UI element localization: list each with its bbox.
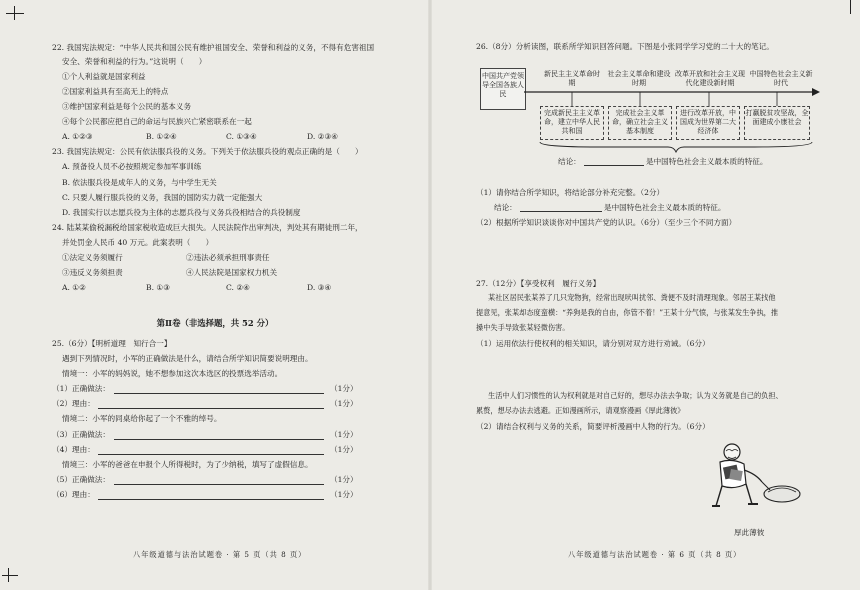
- q24-choice-c: C. ②④: [226, 283, 250, 292]
- q25-line-2-label: （2）理由：: [52, 399, 95, 408]
- period-1: 新民主主义革命时期: [544, 70, 600, 87]
- q27-paragraph-line3: 搡中失手导致张某轻微伤害。: [476, 323, 570, 332]
- q22-option-1: ①个人利益就是国家利益: [62, 72, 146, 81]
- right-page: [430, 0, 860, 590]
- page-footer: 八年级道德与法治试题卷 · 第 5 页（共 8 页）: [133, 550, 307, 559]
- q22-choice-b: B. ①②④: [146, 132, 177, 141]
- page-footer: 八年级道德与法治试题卷 · 第 6 页（共 8 页）: [568, 550, 742, 559]
- conclusion-blank[interactable]: [584, 165, 644, 166]
- corner-mark: [2, 575, 18, 576]
- q25-intro: 遇到下列情况时，小军的正确做法是什么，请结合所学知识简要说明理由。: [62, 354, 313, 363]
- q24-stem-line1: 24. 陆某某偷税漏税给国家税收造成巨大损失。人民法院作出审判决，判处其有期徒刑二年，: [52, 223, 363, 232]
- q24-choice-d: D. ③④: [307, 283, 332, 292]
- answer-line[interactable]: [114, 393, 324, 394]
- q26-conclusion-label: 结论：: [558, 157, 581, 166]
- q22-choice-d: D. ②③④: [307, 132, 339, 141]
- q26-fill-tail: 是中国特色社会主义最本质的特征。: [604, 203, 726, 212]
- achievement-box-1: 完成新民主主义革命，建立中华人民共和国: [540, 106, 604, 140]
- q23-choice-c: C. 只要人履行服兵役的义务，我国的国防实力就一定能强大: [62, 193, 263, 202]
- q25-line-4-points: （1分）: [330, 445, 358, 454]
- q25-scenario-1: 情境一：小军的妈妈说，她不想参加这次本选区的投票选举活动。: [62, 369, 283, 378]
- summary-brace: [538, 141, 814, 153]
- q25-line-5-points: （1分）: [330, 475, 358, 484]
- q27-paragraph-line4: 生活中人们习惯性的认为权利就是对自己好的，想尽办法去争取；认为义务就是自己的负担、: [488, 391, 783, 400]
- q24-choice-b: B. ①③: [146, 283, 171, 292]
- q26-sub-2: （2）根据所学知识谈谈你对中国共产党的认识。（6分）（至少三个不同方面）: [476, 218, 737, 227]
- section-title: 第Ⅱ卷（非选择题，共 52 分）: [156, 318, 274, 328]
- q26-fill-label: 结论：: [494, 203, 517, 212]
- corner-mark: [850, 0, 851, 14]
- q27-sub-1: （1）运用依法行使权利的相关知识，请分别对双方进行劝诫。（6分）: [476, 339, 710, 348]
- q25-scenario-2: 情境二：小军的同桌给你起了一个不雅的绰号。: [62, 414, 222, 423]
- q22-stem-line1: 22. 我国宪法规定：“中华人民共和国公民有维护祖国安全、荣誉和利益的义务，不得有危害祖国: [52, 43, 375, 52]
- q25-line-6-label: （6）理由：: [52, 490, 95, 499]
- q25-line-1-points: （1分）: [330, 384, 358, 393]
- q24-choice-a: A. ①②: [62, 283, 86, 292]
- q23-stem: 23. 我国宪法规定：公民有依法服兵役的义务。下列关于依法服兵役的观点正确的是（ ）: [52, 147, 363, 156]
- q27-header: 27.（12分）【享受权利 履行义务】: [476, 279, 601, 288]
- q27-paragraph-line5: 累赘，想尽办法去逃避。正如漫画所示，请观察漫画《厚此薄彼》: [476, 406, 685, 415]
- answer-line[interactable]: [114, 439, 324, 440]
- corner-mark: [6, 13, 24, 14]
- achievement-box-2: 完成社会主义革命，确立社会主义基本制度: [608, 106, 672, 140]
- q25-line-3-points: （1分）: [330, 430, 358, 439]
- q27-paragraph-line2: 提意见，张某却态度蛮横：“养狗是我的自由，你管不着！”王某十分气愤，与张某发生争执，推: [476, 308, 779, 317]
- q22-choice-c: C. ①③④: [226, 132, 257, 141]
- achievement-box-4: 打赢脱贫攻坚战，全面建成小康社会: [744, 106, 810, 140]
- q24-option-3: ③违反义务须担责: [62, 268, 123, 277]
- answer-line[interactable]: [114, 484, 324, 485]
- q26-sub-1: （1）请你结合所学知识，将结论部分补充完整。（2分）: [476, 188, 665, 197]
- period-3: 改革开放和社会主义现代化建设新时期: [675, 70, 745, 87]
- q26-header: 26.（8分）分析读图，联系所学知识回答问题。下图是小张同学学习党的二十大的笔记。: [476, 42, 774, 51]
- q25-line-3-label: （3）正确做法：: [52, 430, 110, 439]
- q25-line-1-label: （1）正确做法：: [52, 384, 110, 393]
- q22-choice-a: A. ①②③: [62, 132, 93, 141]
- q24-stem-line2: 并处罚金人民币 40 万元。此案表明（ ）: [62, 238, 214, 247]
- cartoon-image: [700, 440, 808, 520]
- q25-header: 25.（6分）【明析道理 知行合一】: [52, 339, 172, 348]
- q22-option-3: ③维护国家利益是每个公民的基本义务: [62, 102, 192, 111]
- cartoon-caption: 厚此薄彼: [734, 528, 765, 537]
- q26-conclusion-tail: 是中国特色社会主义最本质的特征。: [646, 157, 768, 166]
- q25-line-4-label: （4）理由：: [52, 445, 95, 454]
- answer-line[interactable]: [98, 499, 324, 500]
- q22-option-2: ②国家利益具有至高无上的特点: [62, 87, 169, 96]
- q22-stem-line2: 安全、荣誉和利益的行为。”这说明（ ）: [62, 57, 207, 66]
- origin-box: [480, 68, 526, 110]
- q24-option-1: ①法定义务须履行: [62, 253, 123, 262]
- q24-option-2: ②违法必须承担刑事责任: [186, 253, 270, 262]
- period-4: 中国特色社会主义新时代: [749, 70, 813, 87]
- period-2: 社会主义革命和建设时期: [607, 70, 671, 87]
- q25-line-6-points: （1分）: [330, 490, 358, 499]
- origin-text: 中国共产党领导全国各族人民: [482, 72, 524, 98]
- q25-line-2-points: （1分）: [330, 399, 358, 408]
- achievement-box-3: 进行改革开放，中国成为世界第二大经济体: [676, 106, 740, 140]
- q24-option-4: ④人民法院是国家权力机关: [186, 268, 278, 277]
- answer-line[interactable]: [520, 211, 602, 212]
- q25-line-5-label: （5）正确做法：: [52, 475, 110, 484]
- q23-choice-b: B. 依法服兵役是成年人的义务，与中学生无关: [62, 178, 217, 187]
- answer-line[interactable]: [98, 454, 324, 455]
- q27-paragraph-line1: 某社区居民张某养了几只宠物狗，经常出现吠叫扰邻、粪便不及时清理现象。邻居王某找他: [488, 293, 776, 302]
- q25-scenario-3: 情境三：小军的爸爸在申报个人所得税时，为了少纳税，填写了虚假信息。: [62, 460, 313, 469]
- q22-option-4: ④每个公民都应把自己的命运与民族兴亡紧密联系在一起: [62, 117, 252, 126]
- q23-choice-d: D. 我国实行以志愿兵役为主体的志愿兵役与义务兵役相结合的兵役制度: [62, 208, 301, 217]
- q23-choice-a: A. 预备役人员不必按照规定参加军事训练: [62, 162, 202, 171]
- cartoon-drawing: [700, 440, 808, 520]
- answer-line[interactable]: [98, 408, 324, 409]
- q27-sub-2: （2）请结合权利与义务的关系，简要评析漫画中人物的行为。（6分）: [476, 422, 710, 431]
